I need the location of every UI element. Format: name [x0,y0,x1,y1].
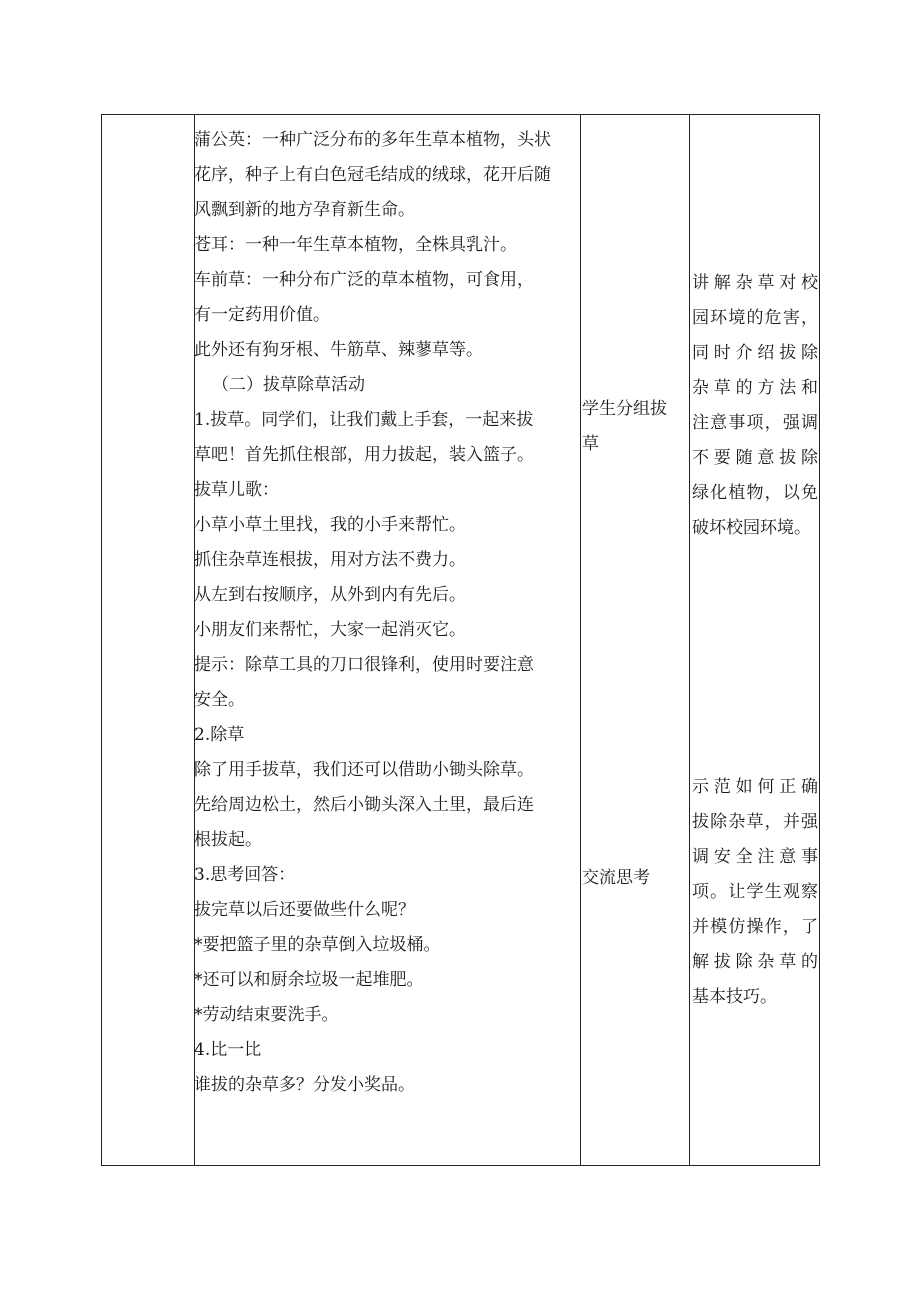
text-line: 基本技巧。 [692,987,777,1007]
lesson-table [101,114,820,1166]
text-line: 绿化植物，以免 [692,483,818,503]
text-line: 讲解杂草对校 [692,273,818,293]
text-line: *还可以和厨余垃圾一起堆肥。 [194,970,424,990]
text-line: 示范如何正确 [692,777,818,797]
text-line: 注意事项，强调 [692,413,818,433]
text-line: 交流思考 [582,868,650,888]
text-line: （二）拔草除草活动 [212,375,365,395]
text-line: 蒲公英：一种广泛分布的多年生草本植物，头状 [194,130,551,150]
text-line: 解拔除杂草的 [692,952,818,972]
text-line: 小朋友们来帮忙，大家一起消灭它。 [194,620,466,640]
text-line: 先给周边松土，然后小锄头深入土里，最后连 [194,795,534,815]
text-line: 2.除草 [194,725,245,745]
text-line: 4.比一比 [194,1040,262,1060]
text-line: 杂草的方法和 [692,378,818,398]
text-line: 抓住杂草连根拔，用对方法不费力。 [194,550,466,570]
text-line: 同时介绍拔除 [692,343,818,363]
text-line: 学生分组拔 [582,399,667,419]
column-divider [689,115,690,1165]
text-line: 破坏校园环境。 [692,518,811,538]
text-line: 拔草儿歌： [194,480,279,500]
text-line: 此外还有狗牙根、牛筋草、辣蓼草等。 [194,340,483,360]
teaching-content-cell [194,123,578,1103]
text-line: 调安全注意事 [692,847,818,867]
text-line: 除了用手拔草，我们还可以借助小锄头除草。 [194,760,534,780]
text-line: 提示：除草工具的刀口很锋利，使用时要注意 [194,655,534,675]
text-line: 根拔起。 [194,830,262,850]
text-line: 苍耳：一种一年生草本植物，全株具乳汁。 [194,235,517,255]
text-line: 拔完草以后还要做些什么呢？ [194,900,415,920]
text-line: 花序，种子上有白色冠毛结成的绒球，花开后随 [194,165,551,185]
text-line: 谁拔的杂草多？分发小奖品。 [194,1075,415,1095]
text-line: 车前草：一种分布广泛的草本植物，可食用， [194,270,534,290]
design-intent-cell [692,266,818,546]
text-line: 拔除杂草，并强 [692,812,818,832]
text-line: 并模仿操作，了 [692,917,818,937]
text-line: 1.拔草。同学们，让我们戴上手套，一起来拔 [194,410,534,430]
text-line: 从左到右按顺序，从外到内有先后。 [194,585,466,605]
text-line: 草 [582,434,599,454]
text-line: 3.思考回答： [194,865,296,885]
student-activity-cell [582,861,688,896]
text-line: *要把篮子里的杂草倒入垃圾桶。 [194,935,441,955]
student-activity-cell [582,392,688,462]
text-line: 小草小草土里找，我的小手来帮忙。 [194,515,466,535]
text-line: 安全。 [194,690,245,710]
text-line: 项。让学生观察 [692,882,818,902]
text-line: 园环境的危害， [692,308,818,328]
text-line: 不要随意拔除 [692,448,818,468]
text-line: 草吧！首先抓住根部，用力拔起，装入篮子。 [194,445,534,465]
column-divider [580,115,581,1165]
text-line: 有一定药用价值。 [194,305,330,325]
design-intent-cell [692,770,818,1015]
text-line: *劳动结束要洗手。 [194,1005,339,1025]
text-line: 风飘到新的地方孕育新生命。 [194,200,415,220]
